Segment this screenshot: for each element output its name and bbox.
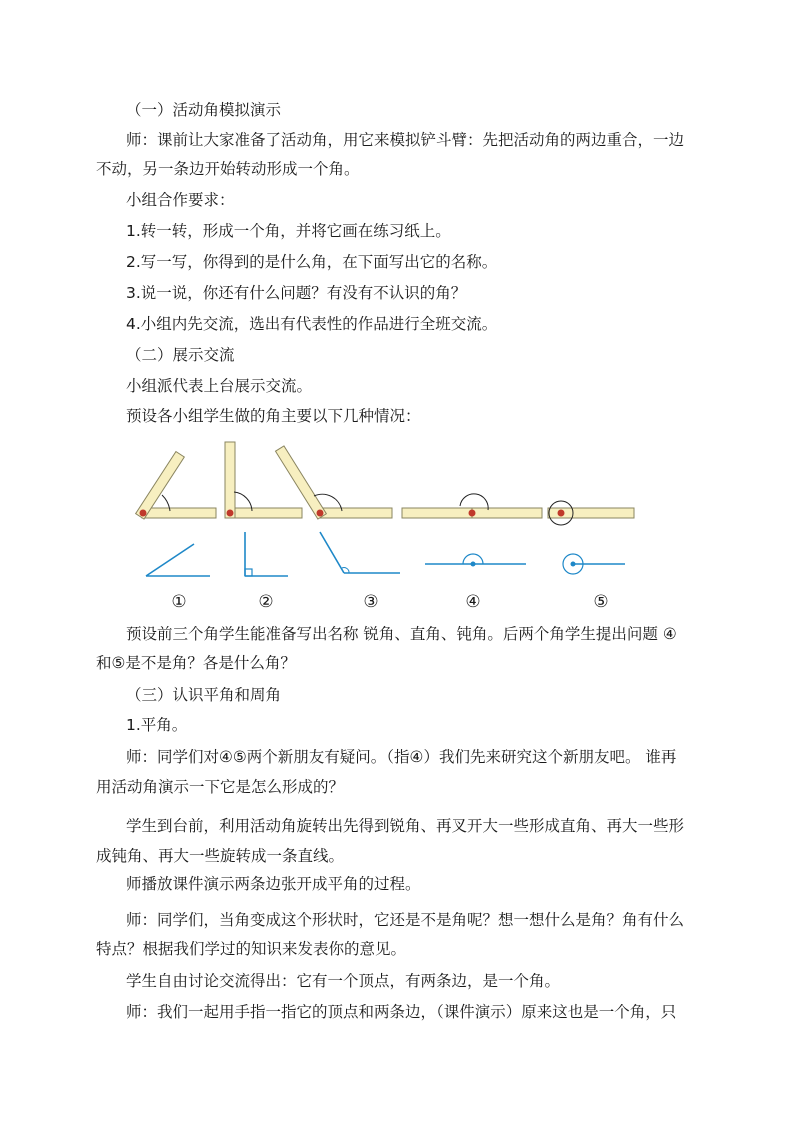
label-4: ④ (465, 592, 481, 612)
section-heading: （二）展示交流 (126, 346, 235, 364)
vertex-dot (471, 562, 476, 567)
stick (230, 508, 302, 518)
pivot-pin (469, 510, 476, 517)
text-line: 学生自由讨论交流得出：它有一个顶点，有两条边，是一个角。 (126, 972, 561, 990)
pivot-pin (317, 510, 324, 517)
text-line: 特点？根据我们学过的知识来发表你的意见。 (96, 940, 407, 958)
text-line: 学生到台前，利用活动角旋转出先得到锐角、再叉开大一些形成直角、再大一些形 (126, 817, 685, 835)
label-2: ② (258, 592, 274, 612)
label-3: ③ (363, 592, 379, 612)
text-line: 师：同学们，当角变成这个形状时，它还是不是角呢？想一想什么是角？角有什么 (126, 911, 685, 929)
text-line: 师：我们一起用手指一指它的顶点和两条边，（课件演示）原来这也是一个角，只 (126, 1003, 677, 1021)
label-5: ⑤ (593, 592, 609, 612)
text-line: 师播放课件演示两条边张开成平角的过程。 (126, 875, 421, 893)
list-item: 1.转一转，形成一个角，并将它画在练习纸上。 (126, 222, 451, 240)
text-line: 小组派代表上台展示交流。 (126, 377, 313, 395)
section-heading: （一）活动角模拟演示 (126, 101, 282, 119)
stick (320, 508, 392, 518)
section-heading: （三）认识平角和周角 (126, 686, 282, 704)
stick (472, 508, 542, 518)
figure-labels (171, 592, 608, 612)
text-line: 预设各小组学生做的角主要以下几种情况： (126, 407, 421, 425)
text-line: 成钝角、再大一些旋转成一条直线。 (96, 847, 345, 865)
angle-diagrams (146, 532, 625, 576)
right-angle-mark (245, 569, 252, 576)
text-line: 师：课前让大家准备了活动角，用它来模拟铲斗臂：先把活动角的两边重合，一边 (126, 131, 685, 149)
angle-figure (130, 430, 650, 620)
pivot-pin (558, 510, 565, 517)
list-item: 4.小组内先交流，选出有代表性的作品进行全班交流。 (126, 315, 498, 333)
list-item: 3.说一说，你还有什么问题？有没有不认识的角？ (126, 284, 467, 302)
text-line: 用活动角演示一下它是怎么形成的？ (96, 778, 345, 796)
text-line: 小组合作要求： (126, 191, 235, 209)
label-1: ① (171, 592, 187, 612)
vertex-dot (571, 562, 576, 567)
text-line: 和⑤是不是角？各是什么角？ (96, 654, 296, 672)
pivot-pin (140, 510, 147, 517)
text-line: 1.平角。 (126, 716, 188, 734)
stick (225, 442, 235, 518)
acute-angle (146, 544, 210, 576)
obtuse-angle (320, 532, 400, 573)
text-line: 师：同学们对④⑤两个新朋友有疑问。（指④）我们先来研究这个新朋友吧。 谁再 (126, 748, 677, 766)
stick (402, 508, 472, 518)
stick (142, 508, 216, 518)
stick-models (136, 442, 634, 525)
text-line: 预设前三个角学生能准备写出名称 锐角、直角、钝角。后两个角学生提出问题 ④ (126, 625, 677, 643)
pivot-pin (227, 510, 234, 517)
text-line: 不动，另一条边开始转动形成一个角。 (96, 160, 360, 178)
list-item: 2.写一写，你得到的是什么角，在下面写出它的名称。 (126, 253, 498, 271)
